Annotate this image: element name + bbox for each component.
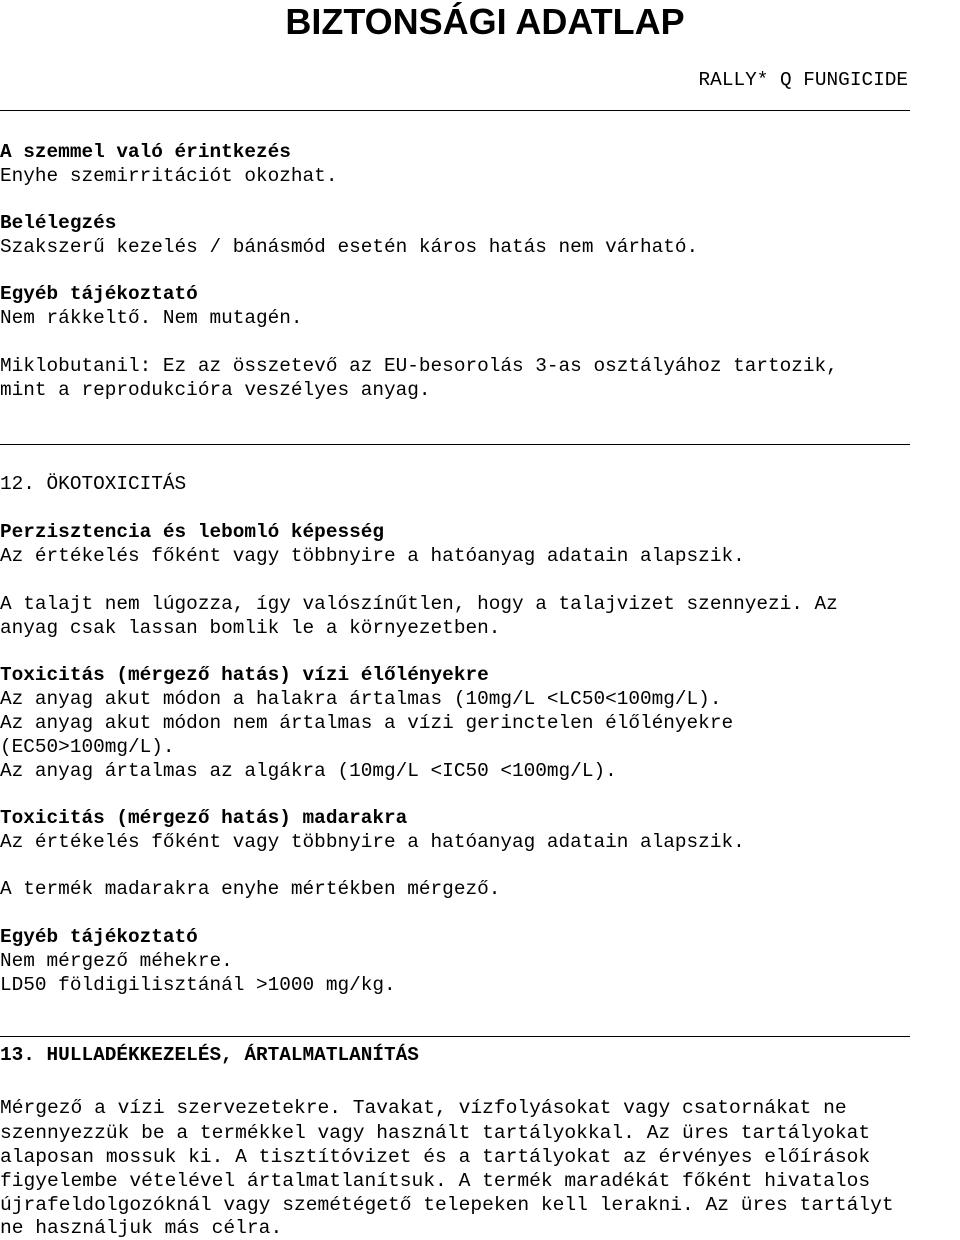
eco-other-info-heading: Egyéb tájékoztató bbox=[0, 926, 198, 948]
section-12-heading: 12. ÖKOTOXICITÁS bbox=[0, 473, 187, 495]
other-info-line: mint a reprodukcióra veszélyes anyag. bbox=[0, 379, 431, 401]
disposal-text-line: alaposan mossuk ki. A tisztítóvizet és a tartályokat az érvényes előírások bbox=[0, 1146, 871, 1168]
persistence-text: Az értékelés főként vagy többnyire a hatóanyag adatain alapszik. bbox=[0, 545, 745, 567]
disposal-text-line: figyelembe vételével ártalmatlanítsuk. A termék maradékát főként hivatalos bbox=[0, 1170, 871, 1192]
product-name: RALLY* Q FUNGICIDE bbox=[698, 69, 908, 91]
section-divider bbox=[0, 1036, 910, 1037]
inhalation-text: Szakszerű kezelés / bánásmód esetén káros hatás nem várható. bbox=[0, 236, 699, 258]
disposal-text-line: Mérgező a vízi szervezetekre. Tavakat, vízfolyásokat vagy csatornákat ne bbox=[0, 1097, 847, 1119]
bird-toxicity-heading: Toxicitás (mérgező hatás) madarakra bbox=[0, 807, 408, 829]
aquatic-toxicity-line: Az anyag akut módon a halakra ártalmas (10mg/L <LC50<100mg/L). bbox=[0, 688, 722, 710]
aquatic-toxicity-line: Az anyag ártalmas az algákra (10mg/L <IC50 <100mg/L). bbox=[0, 760, 617, 782]
disposal-text-line: ne használjuk más célra. bbox=[0, 1217, 283, 1239]
other-info-heading: Egyéb tájékoztató bbox=[0, 283, 198, 305]
persistence-text: A talajt nem lúgozza, így valószínűtlen, hogy a talajvizet szennyezi. Az bbox=[0, 593, 838, 615]
section-divider bbox=[0, 444, 910, 445]
eye-contact-heading: A szemmel való érintkezés bbox=[0, 141, 291, 163]
persistence-heading: Perzisztencia és lebomló képesség bbox=[0, 521, 384, 543]
disposal-text-line: újrafeldolgozóknál vagy szemétégető telepeken kell lerakni. Az üres tartályt bbox=[0, 1194, 894, 1216]
eye-contact-text: Enyhe szemirritációt okozhat. bbox=[0, 165, 338, 187]
bird-toxicity-text: Az értékelés főként vagy többnyire a hatóanyag adatain alapszik. bbox=[0, 831, 745, 853]
eco-other-info-line: LD50 földigilisztánál >1000 mg/kg. bbox=[0, 974, 396, 996]
aquatic-toxicity-line: (EC50>100mg/L). bbox=[0, 736, 175, 758]
aquatic-toxicity-line: Az anyag akut módon nem ártalmas a vízi gerinctelen élőlényekre bbox=[0, 712, 734, 734]
document-title: BIZTONSÁGI ADATLAP bbox=[285, 1, 685, 42]
aquatic-toxicity-heading: Toxicitás (mérgező hatás) vízi élőlényekre bbox=[0, 664, 489, 686]
bird-toxicity-text: A termék madarakra enyhe mértékben mérgező. bbox=[0, 878, 501, 900]
other-info-line: Miklobutanil: Ez az összetevő az EU-besorolás 3-as osztályához tartozik, bbox=[0, 355, 838, 377]
section-13-heading: 13. HULLADÉKKEZELÉS, ÁRTALMATLANÍTÁS bbox=[0, 1044, 419, 1066]
eco-other-info-line: Nem mérgező méhekre. bbox=[0, 950, 233, 972]
other-info-line: Nem rákkeltő. Nem mutagén. bbox=[0, 307, 303, 329]
persistence-text: anyag csak lassan bomlik le a környezetben. bbox=[0, 617, 501, 639]
disposal-text-line: szennyezzük be a termékkel vagy használt tartályokkal. Az üres tartályokat bbox=[0, 1122, 871, 1144]
header-divider bbox=[0, 110, 910, 111]
inhalation-heading: Belélegzés bbox=[0, 212, 117, 234]
